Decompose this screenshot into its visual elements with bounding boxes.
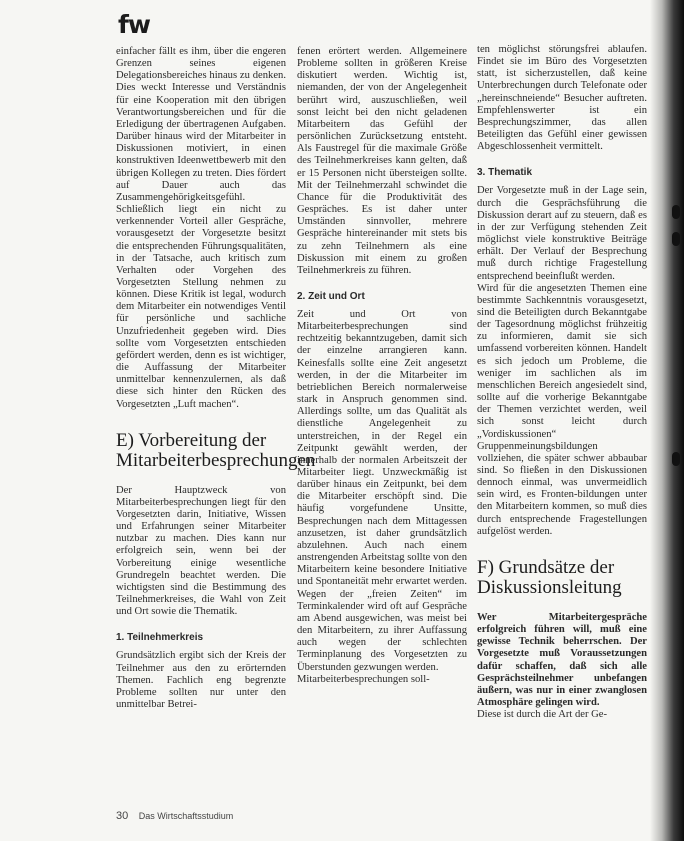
page-number: 30	[116, 810, 129, 822]
text-column-2	[297, 46, 467, 686]
paragraph: Grundsätzlich ergibt sich der Kreis der Teilnehmer aus den zu erörternden Themen. Fachlich eng begrenzte Probleme sollten nur unter den unmittelbar Betrei-	[116, 650, 286, 711]
paragraph: Diese ist durch die Art der Ge-	[477, 709, 608, 721]
paragraph: Der Vorgesetzte muß in der Lage sein, durch die Gesprächsführung die Diskussion derart auf zu steuern, daß es in der zur Verfügung stehenden Zeit möglichst viele konstruktive Beiträge erhält. Der Verlauf der Besprechung muß durch richtige Fragestellung entsprechend beeinflußt werden.	[477, 185, 647, 282]
paragraph: ten möglichst störungsfrei ablaufen. Findet sie im Büro des Vorgesetzten statt, ist sicherzustellen, daß keine Unterbrechungen durch Telefonate oder „hereinschneiende“ Besucher auftreten. Empfehlenswerter ist ein Besprechungszimmer, das allen Beteiligten das Gefühl einer gewissen Abgeschlossenheit vermittelt.	[477, 44, 647, 153]
paragraph: fenen erörtert werden. Allgemeinere Probleme sollten in größeren Kreise diskutiert werden. Wichtig ist, niemanden, der von der Angelegenheit berührt wird, auszuschließen, weil sonst leicht bei den nicht geladenen Mitarbeitern das Gefühl der persönlichen Zurücksetzung entsteht. Als Faustregel für die maximale Größe des Teilnehmerkreises kann gelten, daß er 15 Personen nicht übersteigen sollte. Mit der Teilnehmerzahl schwindet die Chance für die Produktivität des Gespräches. Es ist daher unter Umständen sinnvoller, mehrere Gespräche hintereinander mit stets bis zu zehn Teilnehmern als eine Diskussion mit einem zu großen Teilnehmerkreis zu führen.	[297, 46, 467, 276]
subheading-thematik: 3. Thematik	[477, 167, 533, 179]
paragraph: Der Hauptzweck von Mitarbeiterbesprechungen liegt für den Vorgesetzten darin, Initiative, Wissen und Erfahrungen seiner Mitarbeiter nutzbar zu machen. Dies kann nur erfolgreich sein, wenn bei der Vorbereitung einige wesentliche Grundregeln beachtet werden. Die wichtigsten sind die Bestimmung des Teilnehmerkreises, die Wahl von Zeit und Ort sowie die Thematik.	[116, 484, 286, 618]
subheading-teilnehmerkreis: 1. Teilnehmerkreis	[116, 632, 204, 644]
text-column-3	[477, 44, 647, 721]
subheading-zeit-und-ort: 2. Zeit und Ort	[297, 290, 365, 302]
binder-hole	[672, 452, 680, 466]
magazine-logo: fw	[118, 10, 150, 39]
page-footer	[116, 810, 233, 822]
binder-hole	[672, 205, 680, 219]
lead-paragraph: Wer Mitarbeitergespräche erfolgreich führen will, muß eine gewisse Technik beherrschen. Der Vorgesetzte muß Voraussetzungen dafür schaffen, daß sich alle Gesprächsteilnehmer unbefangen äußern, was nur in einer zwanglosen Atmosphäre gelingen wird.	[477, 611, 647, 709]
page-edge-shadow	[650, 0, 684, 841]
footer-source: Das Wirtschaftsstudium	[138, 811, 234, 821]
paragraph: Zeit und Ort von Mitarbeiterbesprechungen sind rechtzeitig bekanntzugeben, damit sich der einzelne arrangieren kann. Keinesfalls sollte eine Zeit angesetzt werden, in der die Mitarbeiter im betrieblichen Bereich normalerweise stark in Anspruch genommen sind. Allerdings sollte, um das Qualität als dienstliche Angelegenheit zu unterstreichen, in der Regel ein Zeitpunkt gewählt werden, der innerhalb der normalen Arbeitszeit der Mitarbeiter liegt. Unzweckmäßig ist darüber hinaus ein Zeitpunkt, bei dem die Mitarbeiter erschöpft sind. Die häufig vorgefundene Unsitte, Besprechungen nach dem Mittagessen anzusetzen, ist daher grundsätzlich abzulehnen. Auch nach einem anstrengenden Arbeitstag sollte von den Mitarbeitern keine besondere Initiative und Spontaneität mehr erwartet werden. Wegen der „freien Zeiten“ im Terminkalender wird oft auf Gespräche am Abend ausgewichen, was meist bei den Mitarbeitern, zu ihrer Auffassung auch wegen der schlechten Terminplanung des Vorgesetzten zu Überstunden gezwungen werden.	[297, 308, 467, 673]
paragraph: Wird für die angesetzten Themen eine bestimmte Sachkenntnis vorausgesetzt, sind die Beteiligten durch Bekanntgabe der Tagesordnung möglichst frühzeitig zu informieren, damit sie sich umfassend vorbereiten können. Handelt es sich jedoch um Probleme, die weniger im sachlichen als im menschlichen Bereich angesiedelt sind, sollte auf die vorherige Bekanntgabe der Themen verzichtet werden, weil sich sonst leicht durch „Vordiskussionen“ Gruppenmeinungsbildungen vollziehen, die später schwer abbaubar sind. So fließen in den Diskussionen dennoch einmal, was unvermeidlich sein wird, es Fronten-bildungen unter den Mitarbeitern kommen, so muß dies durch entsprechende Fragestellungen aufgelöst werden.	[477, 282, 647, 537]
section-heading-f: F) Grundsätze der Diskussionsleitung	[477, 556, 622, 598]
section-heading-e: E) Vorbereitung der Mitarbeiterbesprechungen	[116, 429, 316, 471]
text-column-1	[116, 46, 316, 711]
paragraph: einfacher fällt es ihm, über die engeren Grenzen seines eigenen Delegationsbereiches hinaus zu denken. Dies weckt Interesse und Verständnis für eine Kooperation mit den übrigen Verantwortungsbereichen und für die Erledigung der übertragenen Aufgaben. Darüber hinaus wird der Mitarbeiter in Diskussionen motiviert, in einen konstruktiven Ideenwettbewerb mit den übrigen Kollegen zu treten. Dies fördert auf Dauer auch das Zusammengehörigkeitsgefühl.	[116, 46, 286, 203]
binder-hole	[672, 232, 680, 246]
paragraph: Mitarbeiterbesprechungen soll-	[297, 673, 430, 685]
paragraph: Schließlich liegt ein nicht zu verkennender Vorteil aller Gespräche, vorausgesetzt der Vorgesetzte besitzt die entsprechenden Führungsqualitäten, in der Tatsache, auch kritisch zum Verhalten oder Vorgehen des Vorgesetzten Stellung nehmen zu können. Diese Kritik ist legal, wodurch dem Mitarbeiter ein notwendiges Ventil für persönliche und sachliche Unzufriedenheit gegeben wird. Dies sollte vom Vorgesetzten entschieden gefördert werden, denn es ist wichtiger, die Auffassung der Mitarbeiter unmittelbar kennenzulernen, als daß diese sich hinter den Rücken des Vorgesetzten „Luft machen“.	[116, 204, 286, 410]
